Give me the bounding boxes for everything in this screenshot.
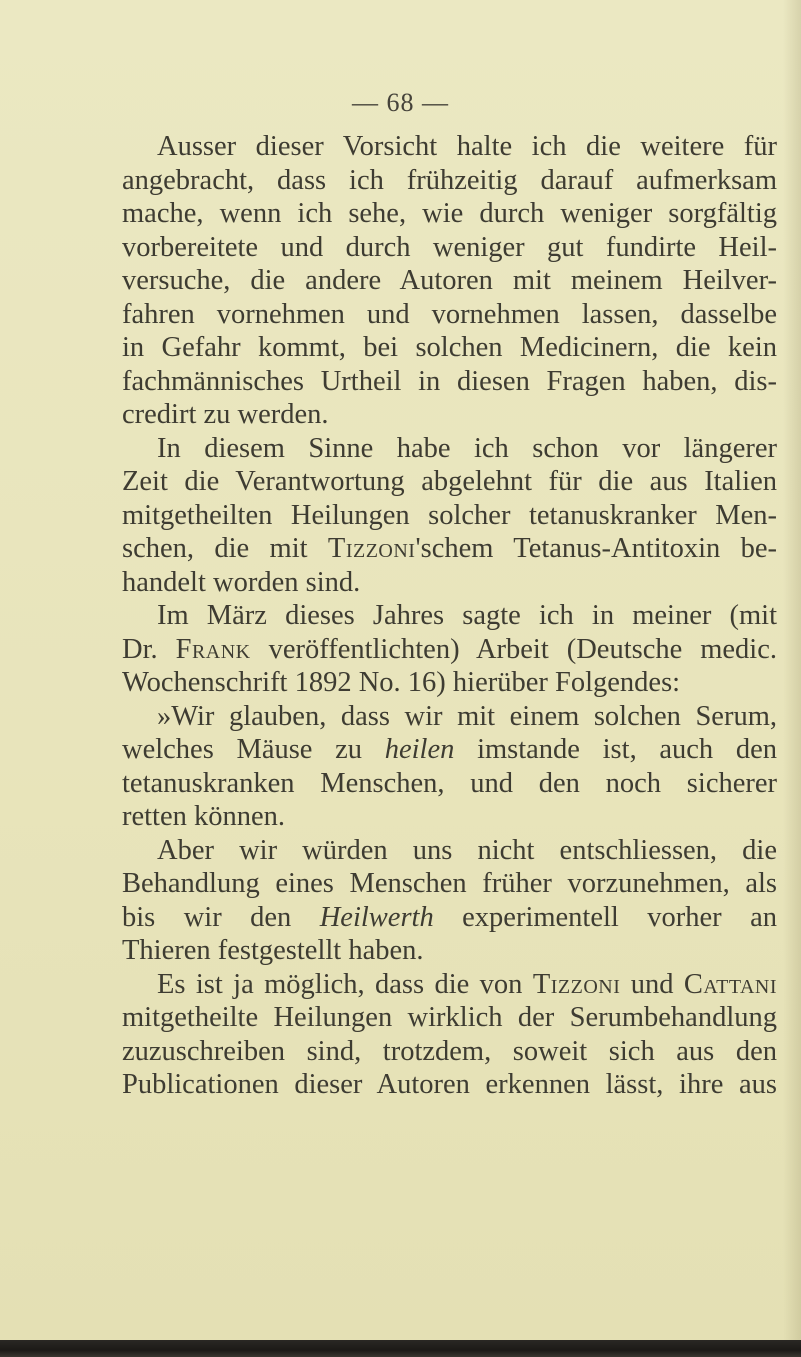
text-line: tetanuskranken Menschen, und den noch sicherer: [122, 767, 777, 799]
text-line: Ausser dieser Vorsicht halte ich die weitere für: [157, 131, 777, 162]
text-line: mitgetheilten Heilungen solcher tetanuskranker Men-: [122, 499, 777, 531]
text-line: Aber wir würden uns nicht entschliessen, die: [157, 834, 777, 866]
text-line: credirt zu werden.: [122, 399, 329, 430]
author-name-tizzoni: Tizzoni: [327, 533, 416, 564]
text-line: »Wir glauben, dass wir mit einem solchen Serum,: [157, 700, 777, 732]
author-name-tizzoni: Tizzoni: [532, 968, 621, 1000]
text-segment: veröffentlichten) Arbeit (Deutsche medic.: [268, 633, 777, 665]
text-line-mixed: [122, 532, 777, 566]
page-edge-shadow: [783, 0, 801, 1340]
text-line: handelt worden sind.: [122, 566, 361, 598]
text-line: mache, wenn ich sehe, wie durch weniger sorgfältig: [122, 198, 777, 229]
text-line: Zeit die Verantwortung abgelehnt für die aus Italien: [122, 466, 777, 497]
author-name-frank: Frank: [175, 633, 251, 665]
paragraph-6: [122, 968, 777, 1102]
text-segment: experimentell vorher an: [462, 901, 777, 933]
text-line: Wochenschrift 1892 No. 16) hierüber Folgendes:: [122, 667, 681, 698]
paragraph-2: [122, 432, 777, 600]
text-line: zuzuschreiben sind, trotzdem, soweit sich aus den: [122, 1035, 777, 1067]
text-line: vorbereitete und durch weniger gut fundirte Heil-: [122, 231, 777, 263]
text-line: versuche, die andere Autoren mit meinem Heilver-: [122, 265, 777, 296]
text-segment: bis wir den: [122, 901, 292, 933]
text-segment: schen, die mit: [122, 533, 308, 564]
paragraph-3: [122, 599, 777, 700]
scan-bottom-edge: [0, 1340, 801, 1357]
text-line: mitgetheilte Heilungen wirklich der Serumbehandlung: [122, 1002, 777, 1033]
text-line: Thieren festgestellt haben.: [122, 935, 424, 966]
emphasis-heilwerth: Heilwerth: [319, 901, 434, 933]
text-line: retten können.: [122, 801, 286, 832]
text-line: Behandlung eines Menschen früher vorzunehmen, als: [122, 868, 777, 899]
text-line: Im März dieses Jahres sagte ich in meiner (mit: [157, 600, 777, 631]
text-line-mixed: [122, 733, 777, 767]
paragraph-4-quote: [122, 700, 777, 834]
text-segment: welches Mäuse zu: [122, 734, 363, 765]
text-segment: 'schem Tetanus-Antitoxin be-: [415, 533, 777, 564]
text-line-mixed: [122, 633, 777, 667]
text-line-mixed: [122, 901, 777, 935]
page-number: — 68 —: [352, 88, 449, 117]
paragraph-1: [122, 130, 777, 432]
text-line: fachmännisches Urtheil in diesen Fragen haben, dis-: [122, 365, 777, 397]
text-line-mixed: [122, 968, 777, 1002]
paragraph-5: [122, 834, 777, 968]
text-line: fahren vornehmen und vornehmen lassen, dasselbe: [122, 298, 777, 330]
text-segment: Dr.: [122, 633, 158, 665]
text-line: in Gefahr kommt, bei solchen Medicinern, die kein: [122, 332, 777, 363]
emphasis-heilen: heilen: [384, 734, 455, 765]
text-line: Publicationen dieser Autoren erkennen lässt, ihre aus: [122, 1069, 777, 1100]
text-segment: imstande ist, auch den: [477, 734, 778, 765]
text-segment: und: [630, 968, 674, 1000]
text-line: In diesem Sinne habe ich schon vor längerer: [157, 432, 777, 464]
text-line: angebracht, dass ich frühzeitig darauf aufmerksam: [122, 164, 777, 196]
text-segment: Es ist ja möglich, dass die von: [157, 968, 523, 1000]
author-name-cattani: Cattani: [683, 968, 777, 1000]
body-text: [122, 130, 777, 1102]
